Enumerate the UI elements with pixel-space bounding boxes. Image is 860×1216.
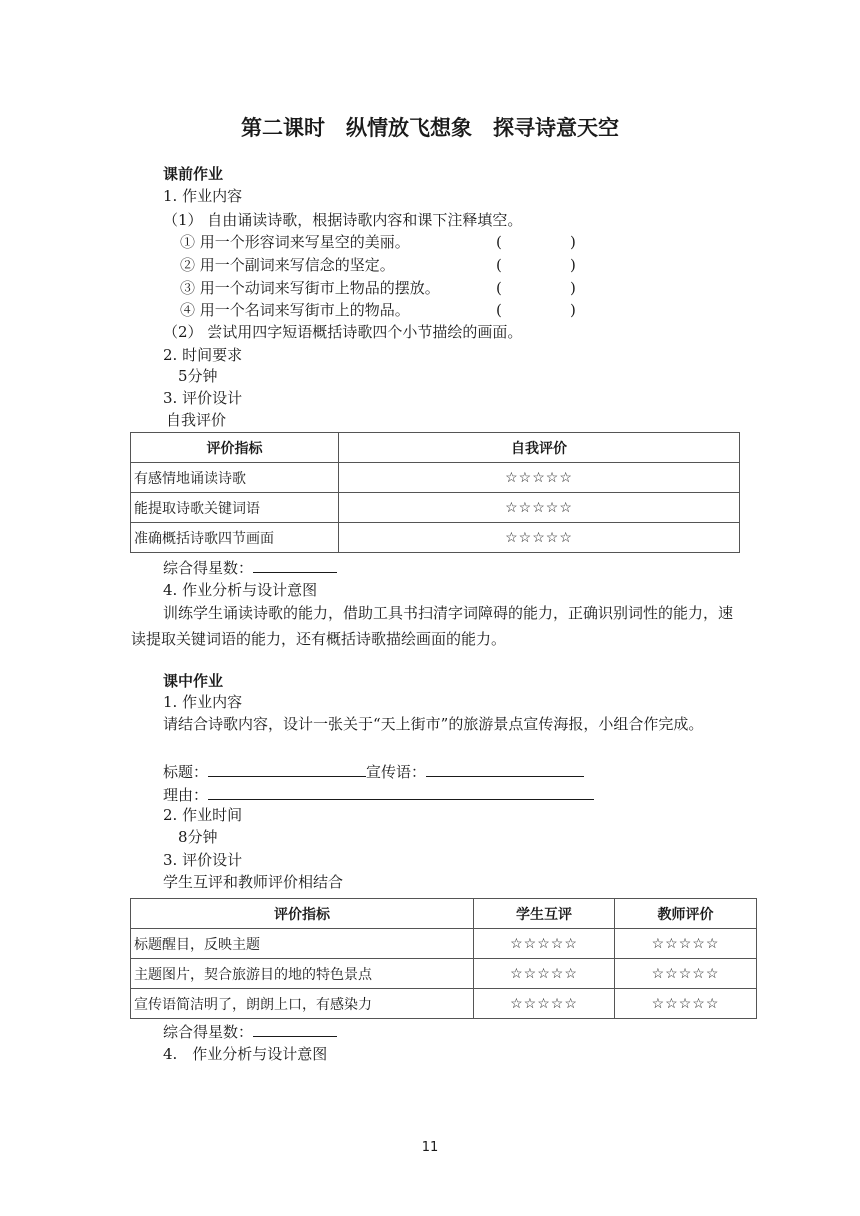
page-title: 第二课时 纵情放飞想象 探寻诗意天空 [241, 116, 619, 140]
table-row [131, 959, 757, 989]
pre-homework-heading: 课前作业 [163, 165, 224, 183]
score-blank [253, 557, 337, 573]
answer-paren-close: ) [570, 233, 576, 251]
star-rating: ☆☆☆☆☆ [474, 929, 615, 959]
star-rating: ☆☆☆☆☆ [339, 523, 740, 553]
inclass-time-label: 2. 作业时间 [163, 806, 243, 824]
indicator-cell: 准确概括诗歌四节画面 [131, 523, 339, 553]
table-header-row [131, 899, 757, 929]
poster-title-label: 标题： [163, 763, 209, 781]
answer-paren-close: ) [570, 301, 576, 319]
pre-eval-label: 3. 评价设计 [163, 389, 243, 407]
table-row [131, 463, 740, 493]
pre-item-4: ④ 用一个名词来写街市上的物品。 [180, 301, 410, 319]
pre-analysis-text: 训练学生诵读诗歌的能力，借助工具书扫清字词障碍的能力，正确识别词性的能力，速读提取关键词语的能力，还有概括诗歌描绘画面的能力。 [131, 604, 734, 648]
poster-slogan-label: 宣传语： [366, 763, 427, 781]
star-rating: ☆☆☆☆☆ [615, 929, 757, 959]
poster-title-line [163, 761, 584, 782]
table-header-row [131, 433, 740, 463]
table-header: 评价指标 [131, 899, 474, 929]
inclass-eval-label: 3. 评价设计 [163, 851, 243, 869]
pre-time-label: 2. 时间要求 [163, 346, 243, 364]
inclass-content-label: 1. 作业内容 [163, 693, 243, 711]
star-rating: ☆☆☆☆☆ [339, 493, 740, 523]
poster-reason-line [163, 784, 594, 805]
pre-question-2: （2） 尝试用四字短语概括诗歌四个小节描绘的画面。 [163, 323, 523, 341]
score-label: 综合得星数： [163, 559, 254, 577]
table-row [131, 523, 740, 553]
answer-paren-close: ) [570, 279, 576, 297]
answer-paren-close: ) [570, 256, 576, 274]
inclass-time-value: 8分钟 [178, 828, 218, 846]
pre-content-label: 1. 作业内容 [163, 187, 243, 205]
inclass-task-text: 请结合诗歌内容，设计一张关于“天上街市”的旅游景点宣传海报，小组合作完成。 [163, 715, 704, 733]
page-number: 11 [421, 1140, 439, 1155]
answer-paren-open: ( [496, 256, 502, 274]
score-label: 综合得星数： [163, 1023, 254, 1041]
star-rating: ☆☆☆☆☆ [339, 463, 740, 493]
peer-teacher-eval-table [130, 898, 757, 1019]
pre-item-1: ① 用一个形容词来写星空的美丽。 [180, 233, 410, 251]
self-eval-table [130, 432, 740, 553]
poster-reason-blank [208, 784, 594, 800]
table-row [131, 989, 757, 1019]
poster-title-blank [208, 761, 366, 777]
answer-paren-open: ( [496, 233, 502, 251]
inclass-eval-sub: 学生互评和教师评价相结合 [163, 873, 344, 891]
table-row [131, 493, 740, 523]
indicator-cell: 能提取诗歌关键词语 [131, 493, 339, 523]
pre-time-value: 5分钟 [178, 367, 218, 385]
table-header: 学生互评 [474, 899, 615, 929]
star-rating: ☆☆☆☆☆ [474, 959, 615, 989]
star-rating: ☆☆☆☆☆ [615, 989, 757, 1019]
pre-item-2: ② 用一个副词来写信念的坚定。 [180, 256, 395, 274]
inclass-homework-heading: 课中作业 [163, 672, 224, 690]
pre-analysis-label: 4. 作业分析与设计意图 [163, 581, 318, 599]
pre-item-3: ③ 用一个动词来写街市上物品的摆放。 [180, 279, 440, 297]
indicator-cell: 主题图片，契合旅游目的地的特色景点 [131, 959, 474, 989]
pre-score-line [163, 557, 337, 578]
inclass-score-line [163, 1021, 337, 1042]
star-rating: ☆☆☆☆☆ [615, 959, 757, 989]
pre-eval-sub: 自我评价 [166, 411, 227, 429]
indicator-cell: 有感情地诵读诗歌 [131, 463, 339, 493]
table-header: 教师评价 [615, 899, 757, 929]
indicator-cell: 标题醒目，反映主题 [131, 929, 474, 959]
poster-reason-label: 理由： [163, 786, 209, 804]
table-header: 评价指标 [131, 433, 339, 463]
poster-slogan-blank [426, 761, 584, 777]
table-header: 自我评价 [339, 433, 740, 463]
table-row [131, 929, 757, 959]
answer-paren-open: ( [496, 279, 502, 297]
pre-question-1: （1） 自由诵读诗歌，根据诗歌内容和课下注释填空。 [163, 211, 523, 229]
score-blank [253, 1021, 337, 1037]
indicator-cell: 宣传语简洁明了，朗朗上口，有感染力 [131, 989, 474, 1019]
star-rating: ☆☆☆☆☆ [474, 989, 615, 1019]
inclass-analysis-label: 4. 作业分析与设计意图 [163, 1045, 328, 1063]
answer-paren-open: ( [496, 301, 502, 319]
